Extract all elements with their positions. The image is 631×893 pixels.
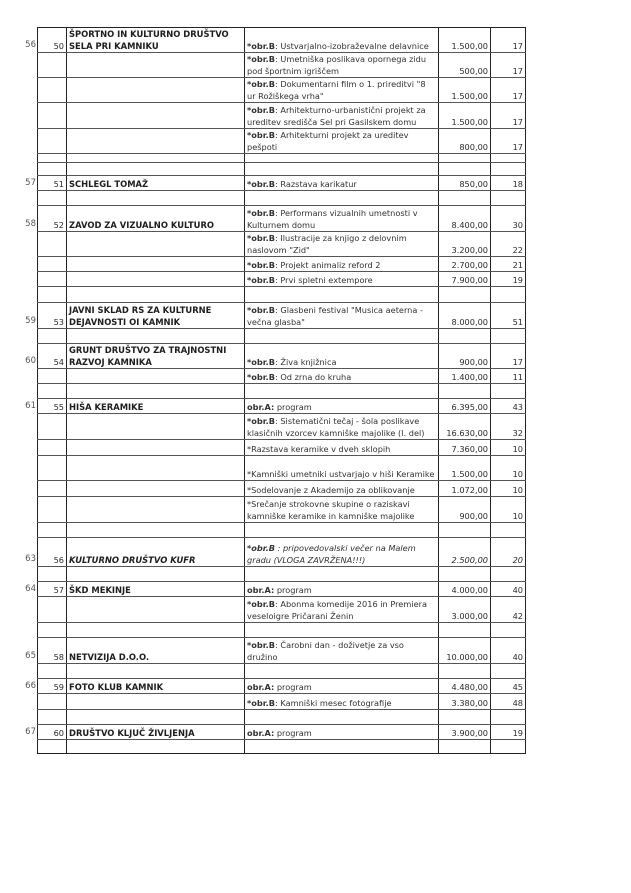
row-number — [38, 497, 67, 523]
project-description — [245, 638, 439, 664]
organization-name: DRUŠTVO KLJUČ ŽIVLJENJA — [67, 725, 245, 740]
score: 43 — [491, 399, 526, 414]
category-label: *obr.B — [247, 178, 275, 189]
row-number: 53 — [38, 303, 67, 329]
score: 17 — [491, 344, 526, 369]
project-description — [245, 597, 439, 623]
project-description — [245, 538, 439, 567]
table-row — [38, 129, 526, 154]
row-number — [38, 710, 67, 725]
organization-name — [67, 597, 245, 623]
side-number: 56 — [25, 40, 36, 50]
score: 30 — [491, 206, 526, 232]
amount — [439, 664, 491, 679]
amount: 4.480,00 — [439, 679, 491, 694]
amount: 850,00 — [439, 176, 491, 191]
project-description — [245, 329, 439, 344]
description-text: *Kamniški umetniki ustvarjajo v hiši Keramike — [247, 468, 435, 479]
table-row — [38, 740, 526, 754]
score — [491, 191, 526, 206]
project-description — [245, 129, 439, 154]
organization-name — [67, 154, 245, 163]
row-number: 52 — [38, 206, 67, 232]
description-text: : Čarobni dan - doživetje za vso družino — [247, 640, 404, 662]
category-label: *obr.B — [247, 543, 275, 553]
organization-name — [67, 481, 245, 497]
table-row — [38, 303, 526, 329]
amount: 7.900,00 — [439, 272, 491, 287]
score: 40 — [491, 638, 526, 664]
organization-name — [67, 329, 245, 344]
amount — [439, 623, 491, 638]
project-description — [245, 287, 439, 303]
table-row — [38, 694, 526, 710]
row-number — [38, 481, 67, 497]
row-number — [38, 523, 67, 538]
row-number — [38, 664, 67, 679]
organization-name: JAVNI SKLAD RS ZA KULTURNE DEJAVNOSTI OI KAMNIK — [67, 303, 245, 329]
project-description — [245, 456, 439, 481]
project-description — [245, 28, 439, 53]
row-number — [38, 232, 67, 257]
organization-name: NETVIZIJA D.O.O. — [67, 638, 245, 664]
amount: 8.000,00 — [439, 303, 491, 329]
score — [491, 740, 526, 754]
score: 10 — [491, 440, 526, 456]
row-number — [38, 329, 67, 344]
description-text: : Sistematični tečaj - šola poslikave klasičnih vzorcev kamniške majolike (I. del) — [247, 416, 425, 438]
category-label: *obr.B — [247, 54, 275, 64]
table-row — [38, 597, 526, 623]
category-label: obr.A: — [247, 401, 275, 412]
organization-name: FOTO KLUB KAMNIK — [67, 679, 245, 694]
row-number — [38, 623, 67, 638]
table-row — [38, 329, 526, 344]
table-row — [38, 710, 526, 725]
project-description — [245, 664, 439, 679]
project-description — [245, 440, 439, 456]
category-label: obr.A: — [247, 681, 275, 692]
side-number: 67 — [25, 727, 36, 737]
score: 10 — [491, 456, 526, 481]
organization-name — [67, 191, 245, 206]
row-number — [38, 740, 67, 754]
score: 10 — [491, 481, 526, 497]
score: 10 — [491, 497, 526, 523]
table-row — [38, 623, 526, 638]
organization-name — [67, 710, 245, 725]
score: 17 — [491, 129, 526, 154]
category-label: *obr.B — [247, 416, 275, 426]
organization-name: GRUNT DRUŠTVO ZA TRAJNOSTNI RAZVOJ KAMNIKA — [67, 344, 245, 369]
organization-name — [67, 129, 245, 154]
row-number — [38, 163, 67, 176]
side-number: 65 — [25, 651, 36, 661]
organization-name — [67, 456, 245, 481]
table-row — [38, 414, 526, 440]
table-row — [38, 154, 526, 163]
description-text: : Performans vizualnih umetnosti v Kulturnem domu — [247, 208, 418, 230]
score — [491, 523, 526, 538]
table-row — [38, 191, 526, 206]
table-row — [38, 103, 526, 129]
organization-name — [67, 497, 245, 523]
table-row — [38, 679, 526, 694]
score — [491, 329, 526, 344]
row-number: 57 — [38, 582, 67, 597]
score: 51 — [491, 303, 526, 329]
table-row — [38, 440, 526, 456]
score: 17 — [491, 53, 526, 78]
amount — [439, 567, 491, 582]
table-row — [38, 399, 526, 414]
amount — [439, 384, 491, 399]
amount: 3.200,00 — [439, 232, 491, 257]
score: 17 — [491, 103, 526, 129]
organization-name: ZAVOD ZA VIZUALNO KULTURO — [67, 206, 245, 232]
project-description — [245, 582, 439, 597]
score: 17 — [491, 28, 526, 53]
table-row — [38, 163, 526, 176]
description-text: : pripovedovalski večer na Malem gradu (VLOGA ZAVRŽENA!!!) — [247, 543, 416, 565]
score: 17 — [491, 78, 526, 103]
category-label: *obr.B — [247, 599, 275, 609]
row-number — [38, 597, 67, 623]
score: 40 — [491, 582, 526, 597]
category-label: obr.A: — [247, 727, 275, 738]
table-row — [38, 523, 526, 538]
amount — [439, 163, 491, 176]
category-label: *obr.B — [247, 130, 275, 140]
project-description — [245, 232, 439, 257]
description-text: *Srečanje strokovne skupine o raziskavi kamniške keramike in kamniške majolike — [247, 499, 415, 521]
category-label: *obr.B — [247, 640, 275, 650]
organization-name — [67, 287, 245, 303]
organization-name: KULTURNO DRUŠTVO KUFR — [67, 538, 245, 567]
description-text: : Prvi spletni extempore — [275, 274, 373, 285]
grant-table-body — [38, 28, 526, 754]
table-row — [38, 344, 526, 369]
score — [491, 154, 526, 163]
row-number — [38, 154, 67, 163]
project-description — [245, 740, 439, 754]
amount: 2.700,00 — [439, 257, 491, 272]
table-row — [38, 369, 526, 384]
project-description — [245, 481, 439, 497]
row-number — [38, 191, 67, 206]
organization-name: SCHLEGL TOMAŽ — [67, 176, 245, 191]
project-description — [245, 191, 439, 206]
category-label: obr.A: — [247, 584, 275, 595]
row-number: 50 — [38, 28, 67, 53]
side-number: 59 — [25, 316, 36, 326]
row-number: 59 — [38, 679, 67, 694]
side-number: 64 — [25, 584, 36, 594]
row-number: 51 — [38, 176, 67, 191]
category-label: *obr.B — [247, 305, 275, 315]
organization-name — [67, 414, 245, 440]
project-description — [245, 272, 439, 287]
project-description — [245, 679, 439, 694]
amount — [439, 154, 491, 163]
organization-name — [67, 384, 245, 399]
row-number: 58 — [38, 638, 67, 664]
table-row — [38, 725, 526, 740]
category-label: *obr.B — [247, 208, 275, 218]
description-text: *Sodelovanje z Akademijo za oblikovanje — [247, 484, 415, 495]
category-label: *obr.B — [247, 274, 275, 285]
project-description — [245, 384, 439, 399]
description-text: : Od zrna do kruha — [275, 371, 352, 382]
project-description — [245, 523, 439, 538]
table-row — [38, 497, 526, 523]
amount: 10.000,00 — [439, 638, 491, 664]
description-text: : Razstava karikatur — [275, 178, 357, 189]
table-row — [38, 257, 526, 272]
score — [491, 384, 526, 399]
category-label: *obr.B — [247, 259, 275, 270]
row-number — [38, 440, 67, 456]
side-number: 61 — [25, 401, 36, 411]
description-text: : Dokumentarni film o 1. prireditvi "8 ur Rožiškega vrha" — [247, 79, 426, 101]
score — [491, 664, 526, 679]
amount — [439, 191, 491, 206]
organization-name — [67, 694, 245, 710]
row-number — [38, 272, 67, 287]
table-row — [38, 664, 526, 679]
score: 18 — [491, 176, 526, 191]
project-description — [245, 344, 439, 369]
description-text: : Živa knjižnica — [275, 356, 337, 367]
score: 42 — [491, 597, 526, 623]
description-text: : Arhitekturno-urbanistični projekt za ureditev središča Sel pri Gasilskem domu — [247, 105, 426, 127]
score: 20 — [491, 538, 526, 567]
score: 11 — [491, 369, 526, 384]
amount: 6.395,00 — [439, 399, 491, 414]
amount: 1.500,00 — [439, 78, 491, 103]
amount: 1.072,00 — [439, 481, 491, 497]
category-label: *obr.B — [247, 356, 275, 367]
amount: 1.500,00 — [439, 28, 491, 53]
row-number — [38, 287, 67, 303]
row-number — [38, 384, 67, 399]
table-row — [38, 287, 526, 303]
project-description — [245, 154, 439, 163]
side-number: 57 — [25, 178, 36, 188]
category-label: *obr.B — [247, 233, 275, 243]
amount — [439, 523, 491, 538]
description-text: program — [274, 584, 312, 595]
description-text: : Ustvarjalno-izobraževalne delavnice — [275, 40, 429, 51]
score: 19 — [491, 725, 526, 740]
project-description — [245, 257, 439, 272]
score: 48 — [491, 694, 526, 710]
project-description — [245, 710, 439, 725]
organization-name — [67, 78, 245, 103]
organization-name — [67, 523, 245, 538]
score: 32 — [491, 414, 526, 440]
amount: 900,00 — [439, 344, 491, 369]
amount — [439, 740, 491, 754]
project-description — [245, 369, 439, 384]
amount: 1.400,00 — [439, 369, 491, 384]
amount: 500,00 — [439, 53, 491, 78]
amount — [439, 329, 491, 344]
score — [491, 623, 526, 638]
row-number — [38, 129, 67, 154]
amount: 16.630,00 — [439, 414, 491, 440]
grant-table — [37, 27, 526, 754]
project-description — [245, 53, 439, 78]
score — [491, 287, 526, 303]
table-row — [38, 567, 526, 582]
project-description — [245, 78, 439, 103]
amount: 3.900,00 — [439, 725, 491, 740]
row-number — [38, 694, 67, 710]
score — [491, 163, 526, 176]
table-row — [38, 384, 526, 399]
description-text: : Umetniška poslikava opornega zidu pod športnim igriščem — [247, 54, 427, 76]
table-row — [38, 206, 526, 232]
category-label: *obr.B — [247, 697, 275, 708]
row-number — [38, 78, 67, 103]
row-number — [38, 456, 67, 481]
row-number — [38, 103, 67, 129]
description-text: : Ilustracije za knjigo z delovnim naslovom "Zid" — [247, 233, 407, 255]
category-label: *obr.B — [247, 40, 275, 51]
project-description — [245, 497, 439, 523]
category-label: *obr.B — [247, 105, 275, 115]
organization-name — [67, 664, 245, 679]
amount: 3.380,00 — [439, 694, 491, 710]
score: 22 — [491, 232, 526, 257]
side-number: 60 — [25, 356, 36, 366]
project-description — [245, 725, 439, 740]
table-row — [38, 272, 526, 287]
table-row — [38, 53, 526, 78]
table-row — [38, 456, 526, 481]
table-row — [38, 176, 526, 191]
description-text: : Kamniški mesec fotografije — [275, 697, 392, 708]
side-number: 66 — [25, 681, 36, 691]
description-text: : Glasbeni festival "Musica aeterna - večna glasba" — [247, 305, 423, 327]
description-text: : Arhitekturni projekt za ureditev pešpoti — [247, 130, 409, 152]
row-number — [38, 567, 67, 582]
table-row — [38, 28, 526, 53]
row-number: 54 — [38, 344, 67, 369]
project-description — [245, 163, 439, 176]
organization-name — [67, 272, 245, 287]
project-description — [245, 694, 439, 710]
amount: 1.500,00 — [439, 103, 491, 129]
row-number: 60 — [38, 725, 67, 740]
organization-name — [67, 369, 245, 384]
project-description — [245, 623, 439, 638]
organization-name — [67, 623, 245, 638]
organization-name — [67, 567, 245, 582]
table-row — [38, 638, 526, 664]
project-description — [245, 567, 439, 582]
score — [491, 567, 526, 582]
row-number — [38, 257, 67, 272]
row-number — [38, 414, 67, 440]
score: 21 — [491, 257, 526, 272]
project-description — [245, 399, 439, 414]
category-label: *obr.B — [247, 371, 275, 382]
amount: 8.400,00 — [439, 206, 491, 232]
organization-name — [67, 163, 245, 176]
project-description — [245, 103, 439, 129]
organization-name: ŠKD MEKINJE — [67, 582, 245, 597]
table-row — [38, 582, 526, 597]
description-text: : Abonma komedije 2016 in Premiera veseloigre Pričarani Ženin — [247, 599, 428, 621]
organization-name — [67, 257, 245, 272]
amount: 2.500,00 — [439, 538, 491, 567]
organization-name — [67, 103, 245, 129]
description-text: *Razstava keramike v dveh sklopih — [247, 443, 391, 454]
row-number: 56 — [38, 538, 67, 567]
project-description — [245, 176, 439, 191]
project-description — [245, 206, 439, 232]
side-number: 63 — [25, 554, 36, 564]
organization-name — [67, 53, 245, 78]
organization-name: HIŠA KERAMIKE — [67, 399, 245, 414]
description-text: : Projekt animaliz reford 2 — [275, 259, 381, 270]
amount: 4.000,00 — [439, 582, 491, 597]
organization-name — [67, 440, 245, 456]
amount: 3.000,00 — [439, 597, 491, 623]
description-text: program — [274, 681, 312, 692]
organization-name: ŠPORTNO IN KULTURNO DRUŠTVO SELA PRI KAMNIKU — [67, 28, 245, 53]
table-row — [38, 232, 526, 257]
score — [491, 710, 526, 725]
amount — [439, 287, 491, 303]
amount: 800,00 — [439, 129, 491, 154]
project-description — [245, 303, 439, 329]
table-row — [38, 481, 526, 497]
organization-name — [67, 232, 245, 257]
row-number — [38, 369, 67, 384]
row-number — [38, 53, 67, 78]
table-row — [38, 538, 526, 567]
table-row — [38, 78, 526, 103]
amount: 7.360,00 — [439, 440, 491, 456]
amount: 900,00 — [439, 497, 491, 523]
side-number: 58 — [25, 219, 36, 229]
description-text: program — [274, 401, 312, 412]
score: 19 — [491, 272, 526, 287]
project-description — [245, 414, 439, 440]
description-text: program — [274, 727, 312, 738]
amount — [439, 710, 491, 725]
category-label: *obr.B — [247, 79, 275, 89]
organization-name — [67, 740, 245, 754]
amount: 1.500,00 — [439, 456, 491, 481]
score: 45 — [491, 679, 526, 694]
row-number: 55 — [38, 399, 67, 414]
